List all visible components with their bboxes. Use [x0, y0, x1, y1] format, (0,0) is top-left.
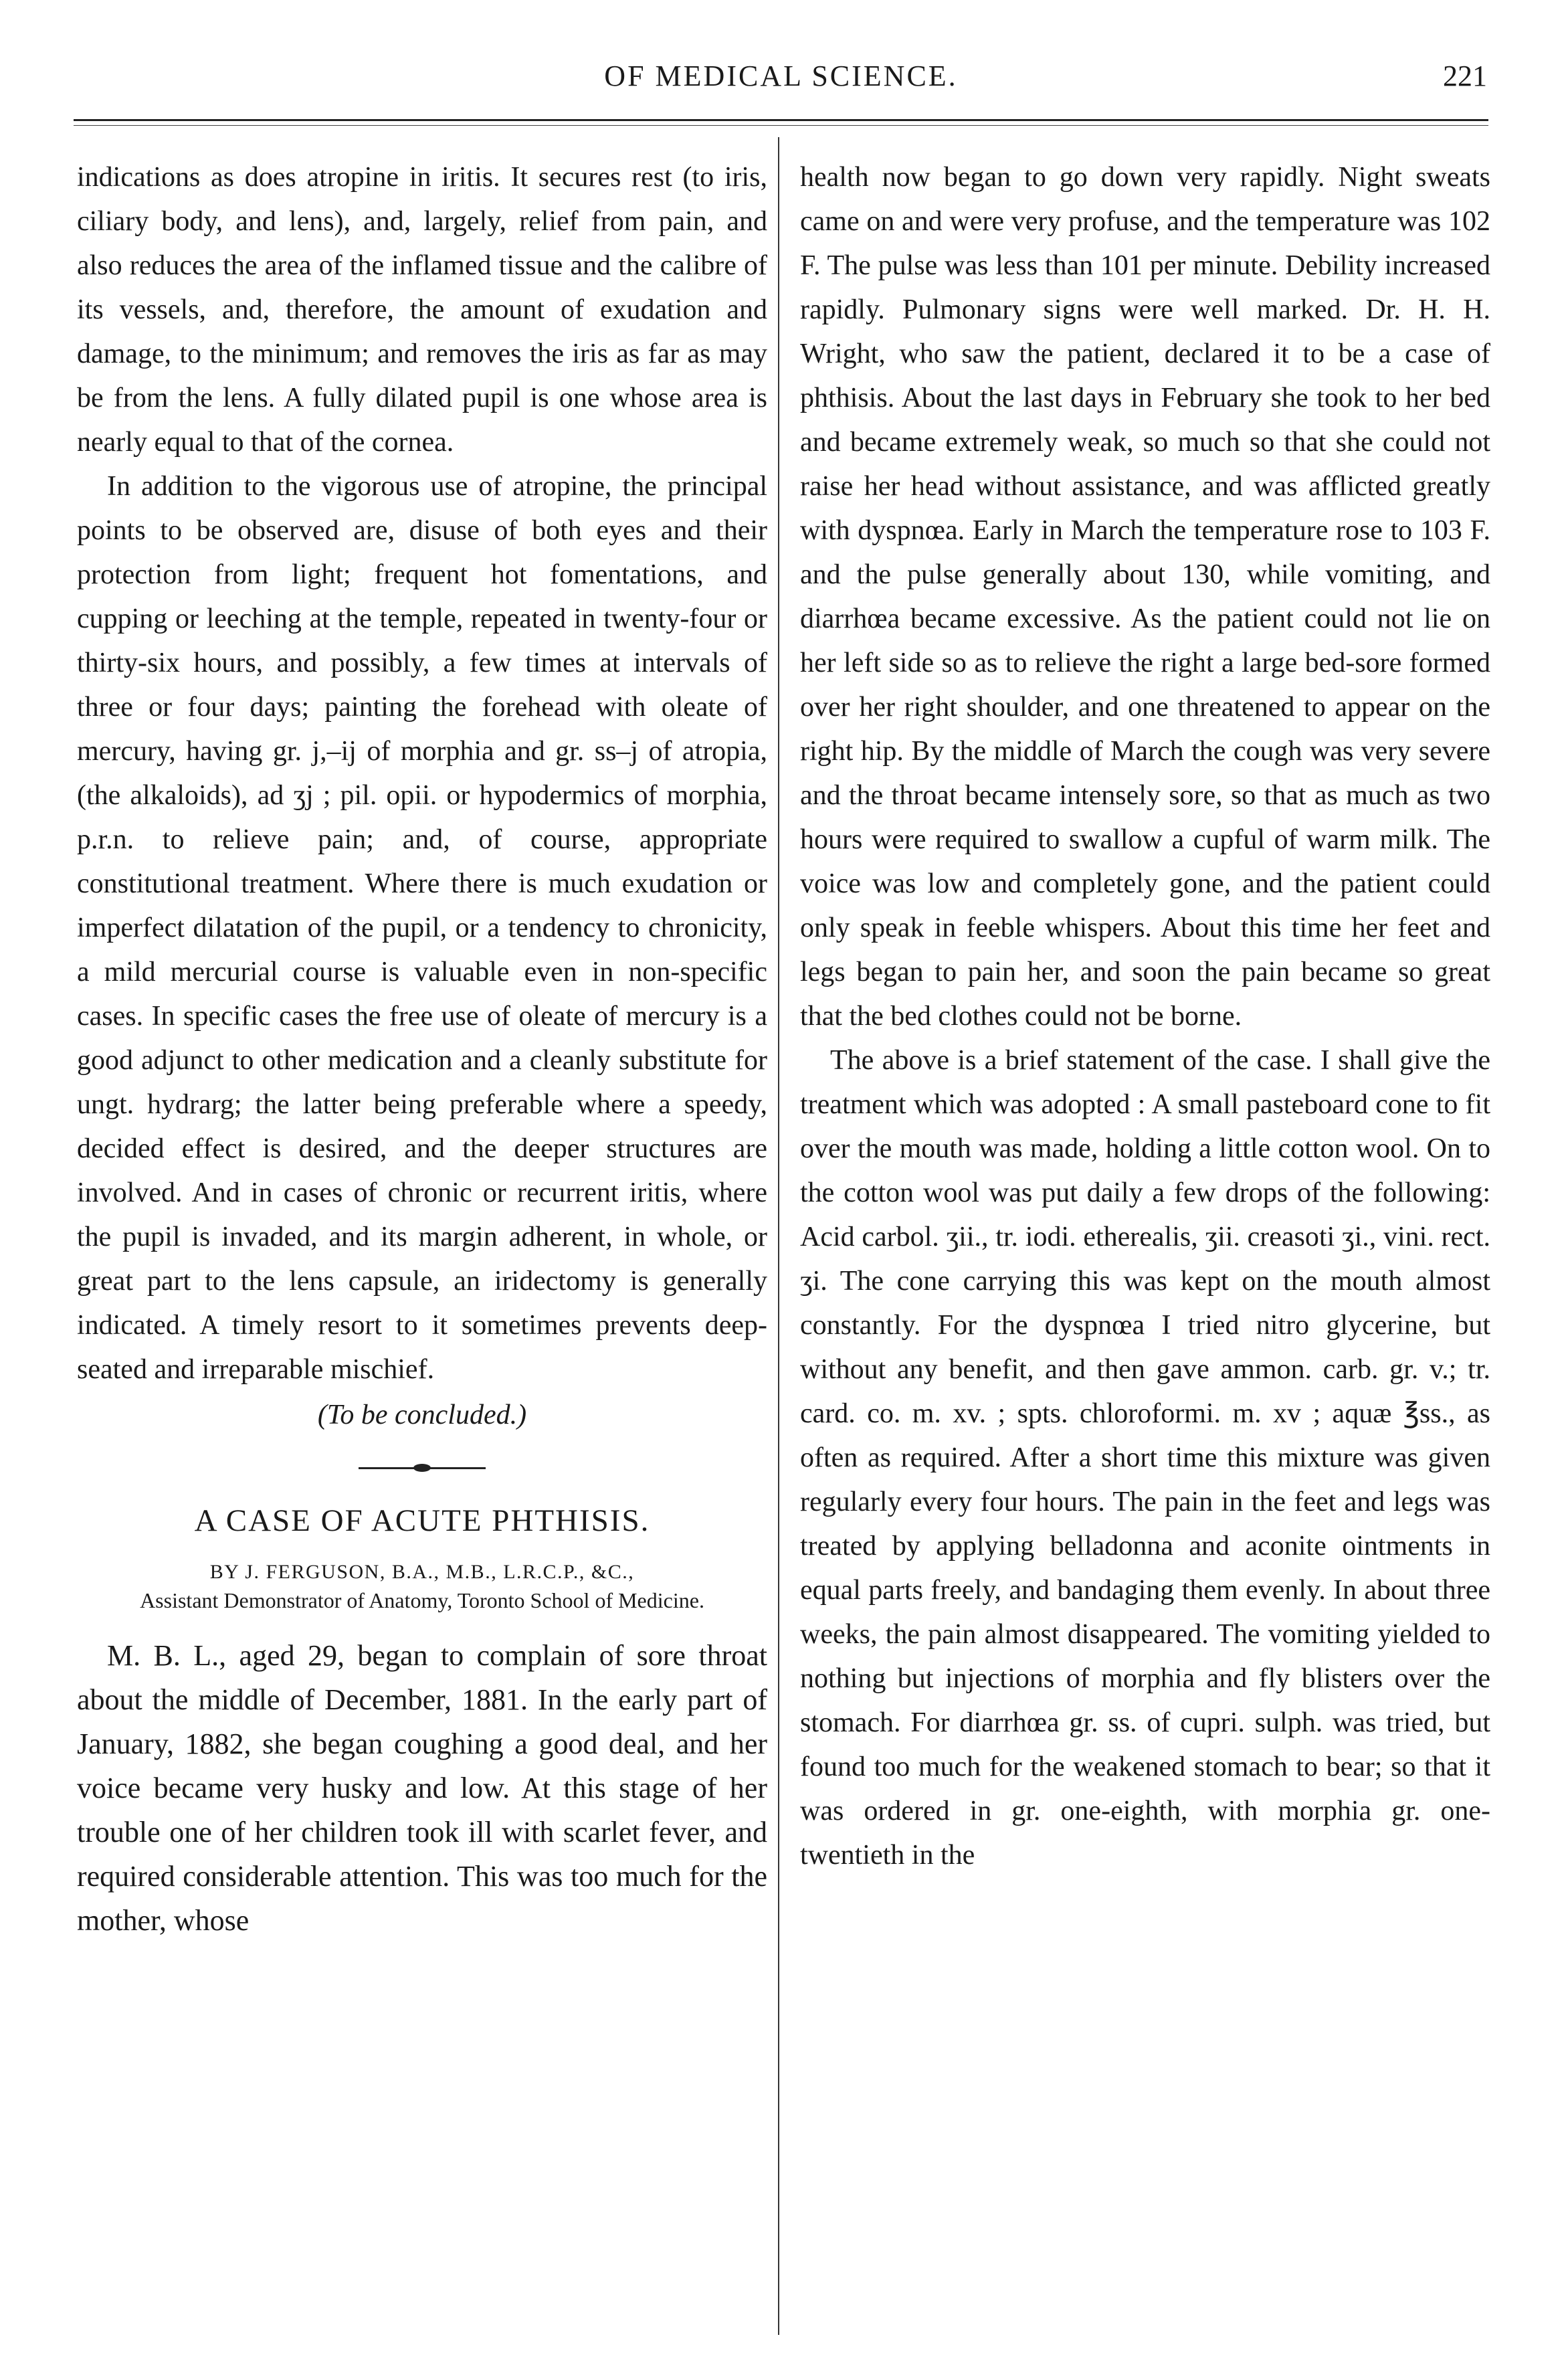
paragraph-iritis-continued: indications as does atropine in iritis. It secures rest (to iris, ciliary body, and lens), and, largely, relief from pain, and also reduces the area of the inflamed tissue and the calibre of its vessels, and, therefore, the amount of exudation and damage, to the minimum; and removes the iris as far as may be from the lens. A fully dilated pupil is one whose area is nearly equal to that of the cornea.: [77, 162, 767, 458]
column-divider: [778, 137, 779, 2335]
author-affiliation: Assistant Demonstrator of Anatomy, Toronto School of Medicine.: [140, 1588, 704, 1612]
header-rule: [74, 119, 1488, 126]
paragraph-case-treatment: The above is a brief statement of the case. I shall give the treatment which was adopted : A small pasteboard cone to fit over the mouth was made, holding a little cotton wool. On to the cotton wool was put daily a few drops of the following: Acid carbol. ʒii., tr. iodi. etherealis, ʒii. creasoti ʒi., vini. rect. ʒi. The cone carrying this was kept on the mouth almost constantly. For the dyspnœa I tried nitro glycerine, but without any benefit, and then gave ammon. carb. gr. v.; tr. card. co. m. xv. ; spts. chloroformi. m. xv ; aquæ ℥ss., as often as required. After a short time this mixture was given regularly every four hours. The pain in the feet and legs was treated by applying belladonna and aconite ointments in equal parts freely, and bandaging them evenly. In about three weeks, the pain almost disappeared. The vomiting yielded to nothing but injections of morphia and fly blisters over the stomach. For diarrhœa gr. ss. of cupri. sulph. was tried, but found too much for the weakened stomach to bear; so that it was ordered in gr. one-eighth, with morphia gr. one-twentieth in the: [800, 1045, 1490, 1871]
article-byline: BY J. FERGUSON, B.A., M.B., L.R.C.P., &C.,: [209, 1561, 635, 1583]
right-column: [800, 155, 1490, 1877]
left-column: [77, 155, 767, 1943]
paragraph-case-history: M. B. L., aged 29, began to complain of sore throat about the middle of December, 1881. In the early part of January, 1882, she began coughing a good deal, and her voice became very husky and low. At this stage of her trouble one of her children took ill with scarlet fever, and required considerable attention. This was too much for the mother, whose: [77, 1639, 767, 1937]
section-ornament: [359, 1465, 486, 1471]
page-number: 221: [1443, 60, 1487, 92]
to-be-concluded-note: (To be concluded.): [317, 1400, 527, 1430]
paragraph-case-progression: health now began to go down very rapidly. Night sweats came on and were very profuse, and the temperature was 102 F. The pulse was less than 101 per minute. Debility increased rapidly. Pulmonary signs were well marked. Dr. H. H. Wright, who saw the patient, declared it to be a case of phthisis. About the last days in February she took to her bed and became extremely weak, so much so that she could not raise her head without assistance, and was afflicted greatly with dyspnœa. Early in March the temperature rose to 103 F. and the pulse generally about 130, while vomiting, and diarrhœa became excessive. As the patient could not lie on her left side so as to relieve the right a large bed-sore formed over her right shoulder, and one threatened to appear on the right hip. By the middle of March the cough was very severe and the throat became intensely sore, so that as much as two hours were required to swallow a cupful of warm milk. The voice was low and completely gone, and the patient could only speak in feeble whispers. About this time her feet and legs began to pain her, and soon the pain became so great that the bed clothes could not be borne.: [800, 162, 1490, 1032]
running-title: OF MEDICAL SCIENCE.: [604, 60, 958, 92]
article-title: A CASE OF ACUTE PHTHISIS.: [194, 1503, 650, 1538]
page-header: [74, 47, 1488, 107]
paragraph-treatment: In addition to the vigorous use of atropine, the principal points to be observed are, disuse of both eyes and their protection from light; frequent hot fomentations, and cupping or leeching at the temple, repeated in twenty-four or thirty-six hours, and possibly, a few times at intervals of three or four days; painting the forehead with oleate of mercury, having gr. j,–ij of morphia and gr. ss–j of atropia, (the alkaloids), ad ʒj ; pil. opii. or hypodermics of morphia, p.r.n. to relieve pain; and, of course, appropriate constitutional treatment. Where there is much exudation or imperfect dilatation of the pupil, or a tendency to chronicity, a mild mercurial course is valuable even in non-specific cases. In specific cases the free use of oleate of mercury is a good adjunct to other medication and a cleanly substitute for ungt. hydrarg; the latter being preferable where a speedy, decided effect is desired, and the deeper structures are involved. And in cases of chronic or recurrent iritis, where the pupil is invaded, and its margin adherent, in whole, or great part to the lens capsule, an iridectomy is generally indicated. A timely resort to it sometimes prevents deep-seated and irreparable mischief.: [77, 471, 767, 1385]
